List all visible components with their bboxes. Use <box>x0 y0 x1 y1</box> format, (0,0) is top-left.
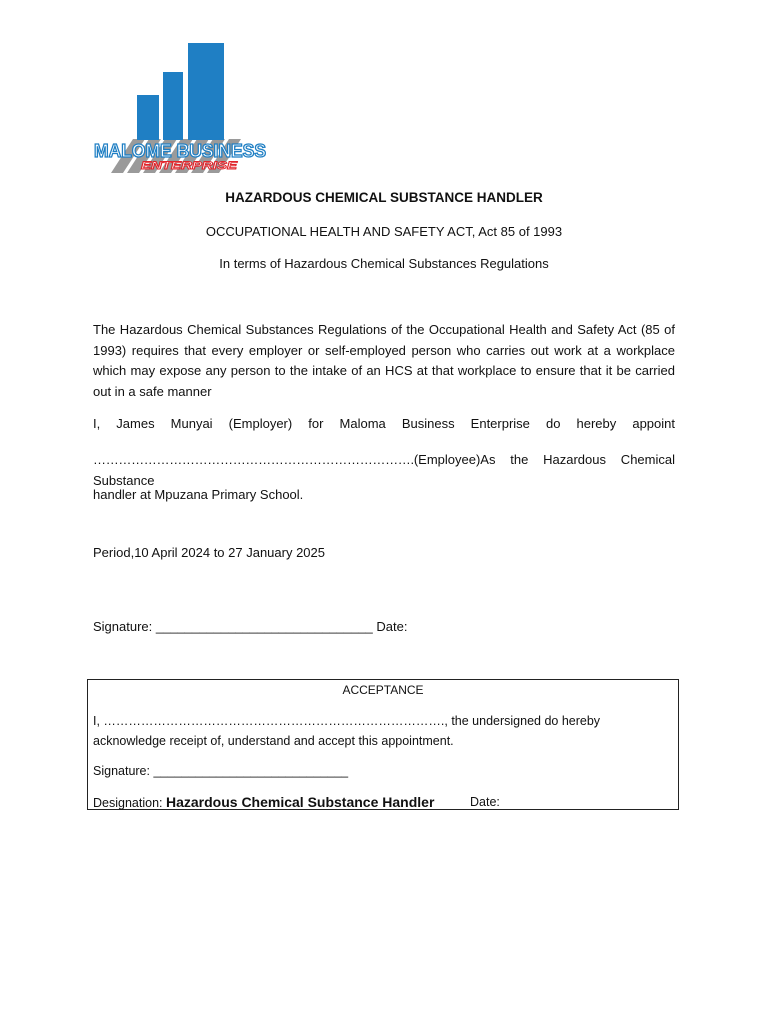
act-reference: OCCUPATIONAL HEALTH AND SAFETY ACT, Act 85 of 1993 <box>205 224 563 239</box>
acceptance-signature-label: Signature: <box>93 764 150 778</box>
employee-role-text: (Employee)As the Hazardous Chemical Substance <box>93 452 675 488</box>
employer-signature-row <box>93 617 675 638</box>
designation-label: Designation: <box>93 796 163 810</box>
period-statement: Period,10 April 2024 to 27 January 2025 <box>93 545 326 560</box>
school-statement: handler at Mpuzana Primary School. <box>93 487 304 502</box>
logo-graphic <box>93 42 268 176</box>
acceptance-signature-line[interactable]: ____________________________ <box>153 764 349 778</box>
signature-line[interactable]: ______________________________ <box>155 619 373 634</box>
acceptance-date-label: Date: <box>470 795 500 809</box>
acceptance-signature-row <box>93 761 671 781</box>
acceptance-box <box>87 679 679 810</box>
document-title: HAZARDOUS CHEMICAL SUBSTANCE HANDLER <box>225 190 543 205</box>
logo-tagline: ENTERPRISE <box>141 160 238 172</box>
designation-value: Hazardous Chemical Substance Handler <box>165 794 435 810</box>
acceptance-title: ACCEPTANCE <box>342 683 424 697</box>
intro-paragraph: The Hazardous Chemical Substances Regulations of the Occupational Health and Safety Act (85 of 1993) requires that every employer or self-employed person who carries out work at a workplace which may expose any person to the intake of an HCS at that workplace to ensure that it be carried out in a safe manner <box>93 322 675 399</box>
appointment-statement: I, James Munyai (Employer) for Maloma Business Enterprise do hereby appoint <box>93 416 675 431</box>
designation-row <box>93 792 671 813</box>
date-label: Date: <box>376 619 408 634</box>
signature-label: Signature: <box>93 619 153 634</box>
acceptance-statement: I, ………………………………………………………………………., the undersigned do hereby acknowledge receipt of, understand and accept this appointment. <box>93 714 601 748</box>
logo-company-name: MALOME BUSINESS <box>94 141 266 161</box>
company-logo <box>93 42 268 176</box>
employee-blank[interactable]: …………………………………………………………………. <box>93 452 414 467</box>
logo-bars <box>137 43 224 140</box>
regulations-reference: In terms of Hazardous Chemical Substances Regulations <box>219 256 549 271</box>
